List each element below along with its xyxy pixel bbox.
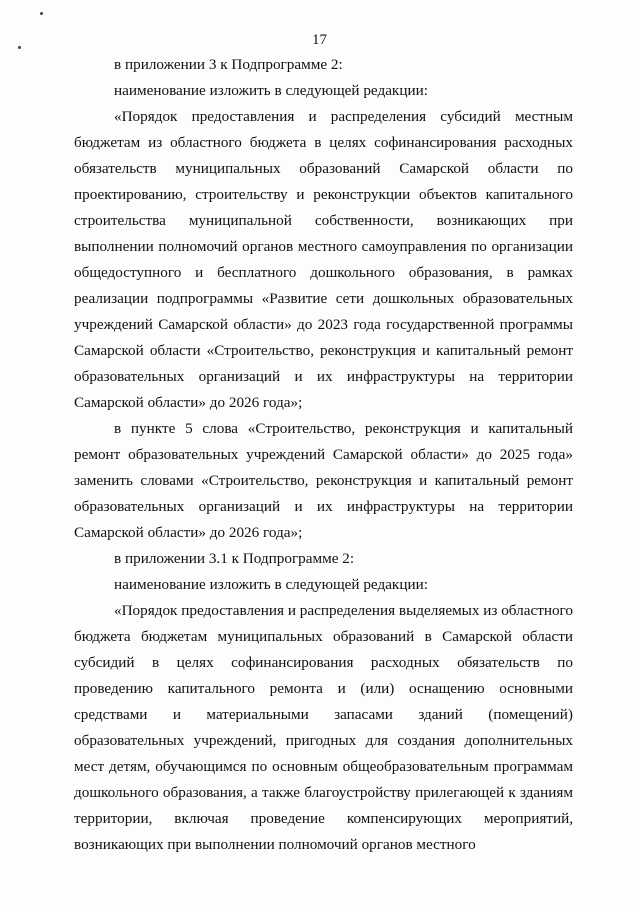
paragraph: «Порядок предоставления и распределения субсидий местным бюджетам из областного бюджета в целях софинансирования расходных обязательств муниципальных образований Самарской области по проектированию, строительству и реконструкции объектов капитального строительства муниципальной собственности, возникающих при выполнении полномочий органов местного самоуправления по организации общедоступного и бесплатного дошкольного образования, в рамках реализации подпрограммы «Развитие сети дошкольных образовательных учреждений Самарской области» до 2023 года государственной программы Самарской области «Строительство, реконструкция и капитальный ремонт образовательных организаций и их инфраструктуры на территории Самарской области» до 2026 года»; — [74, 108, 573, 411]
paragraph: наименование изложить в следующей редакции: — [114, 576, 428, 593]
paragraph: в приложении 3 к Подпрограмме 2: — [114, 56, 343, 73]
scan-speck — [40, 12, 43, 15]
paragraph: «Порядок предоставления и распределения выделяемых из областного бюджета бюджетам муниципальных образований в Самарской области субсидий в целях софинансирования расходных обязательств по проведению капитального ремонта и (или) оснащению основными средствами и материальными запасами зданий (помещений) образовательных учреждений, пригодных для создания дополнительных мест детям, обучающимся по основным общеобразовательным программам дошкольного образования, а также благоустройству прилегающей к зданиям территории, включая проведение компенсирующих мероприятий, возникающих при выполнении полномочий органов местного — [74, 602, 573, 853]
paragraph: в пункте 5 слова «Строительство, реконструкция и капитальный ремонт образовательных учреждений Самарской области» до 2025 года» заменить словами «Строительство, реконструкция и капитальный ремонт образовательных организаций и их инфраструктуры на территории Самарской области» до 2026 года»; — [74, 420, 573, 541]
paragraph: в приложении 3.1 к Подпрограмме 2: — [114, 550, 355, 567]
paragraph: наименование изложить в следующей редакции: — [114, 82, 428, 99]
page-number: 17 — [312, 32, 327, 48]
document-body — [74, 52, 573, 858]
